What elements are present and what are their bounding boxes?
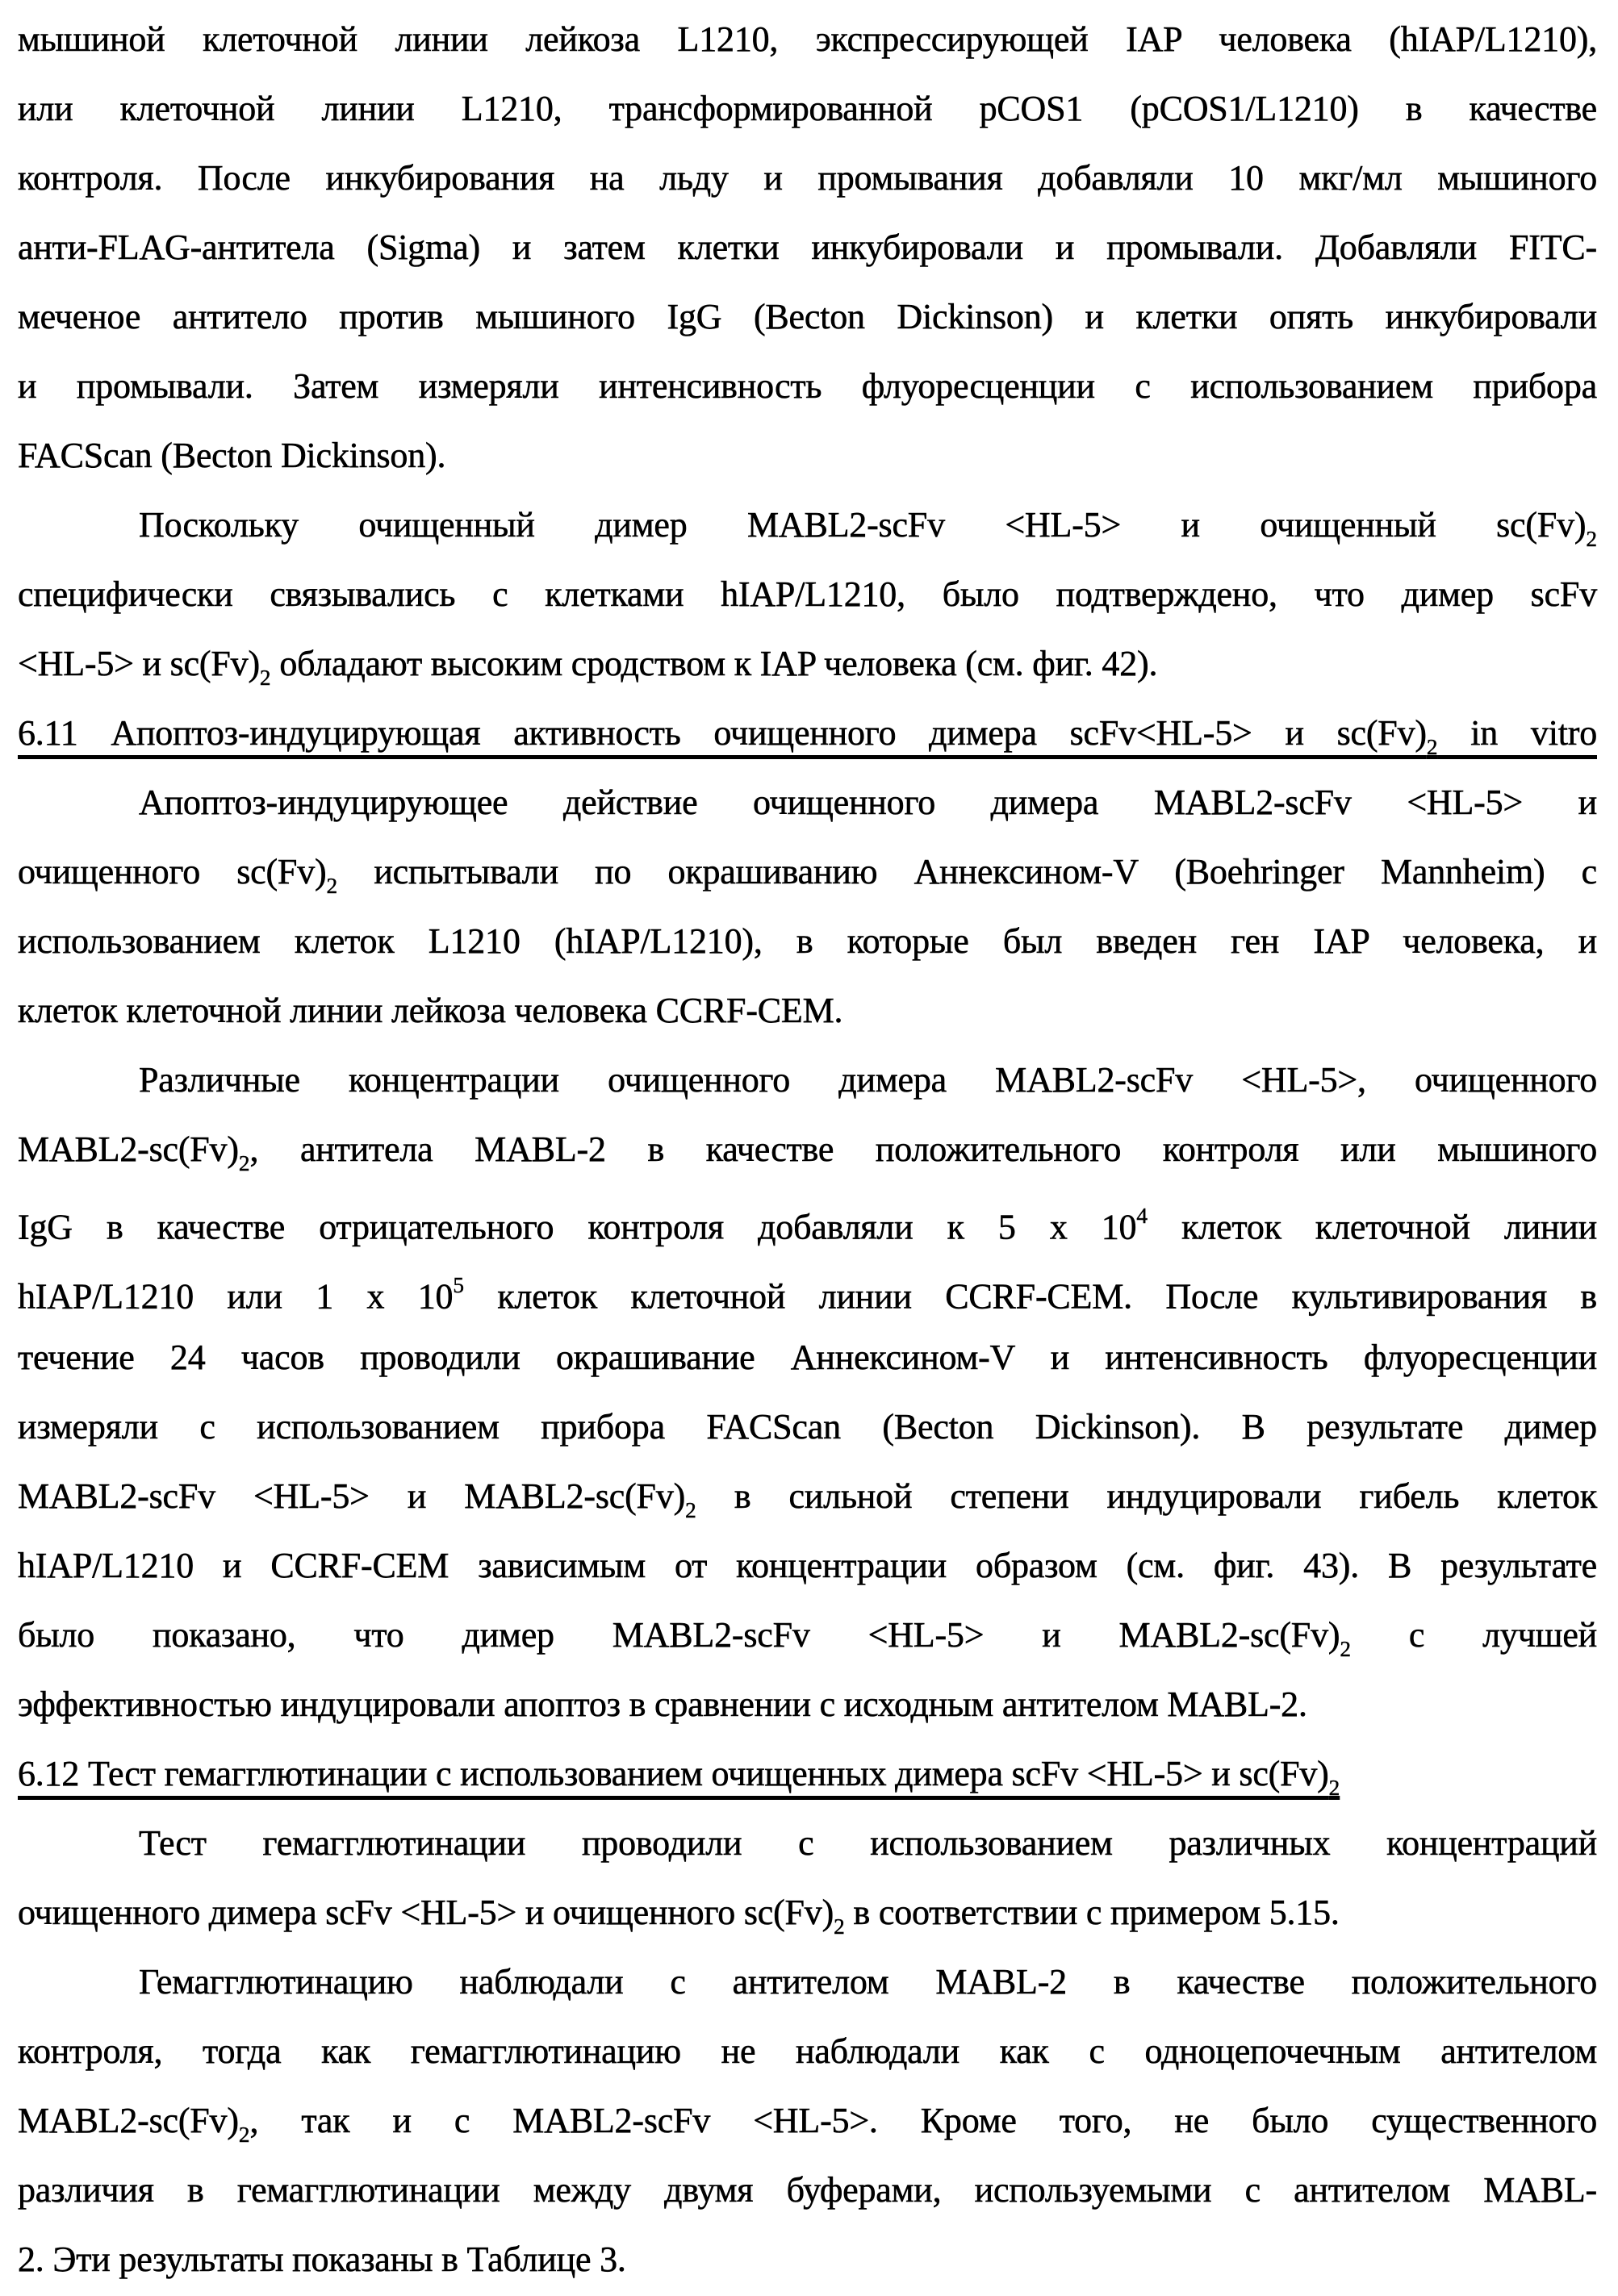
text-line: очищенного димера scFv <HL-5> и очищенного $sc(Fv)_2$ в соответствии с примером 5.15. <box>18 1893 1340 1939</box>
text-line: $MABL2-sc(Fv)_2$, так и с MABL2-scFv <HL-5>. Кроме того, не было существенного <box>18 2101 1597 2147</box>
section-heading: 6.12 Тест гемагглютинации с использованием очищенных димера scFv <HL-5> и $sc(Fv)_2$ <box>18 1754 1340 1800</box>
text-line: клеток клеточной линии лейкоза человека CCRF-CEM. <box>18 991 843 1030</box>
text-line: мышиной клеточной линии лейкоза L1210, экспрессирующей IAP человека (hIAP/L1210), <box>18 19 1597 59</box>
text-line: или клеточной линии L1210, трансформированной pCOS1 (pCOS1/L1210) в качестве <box>18 89 1597 128</box>
text-line: специфически связывались с клетками hIAP/L1210, было подтверждено, что димер scFv <box>18 574 1597 614</box>
text-line: измеряли с использованием прибора FACScan (Becton Dickinson). В результате димер <box>18 1407 1597 1446</box>
text-line: hIAP/L1210 или 1 x $10^5$ клеток клеточной линии CCRF-CEM. После культивирования в <box>18 1273 1597 1317</box>
text-line: IgG в качестве отрицательного контроля добавляли к 5 x $10^4$ клеток клеточной линии <box>18 1204 1598 1247</box>
text-line: Различные концентрации очищенного димера MABL2-scFv <HL-5>, очищенного <box>139 1060 1597 1100</box>
text-line: и промывали. Затем измеряли интенсивность флуоресценции с использованием прибора <box>18 366 1597 406</box>
text-line: эффективностью индуцировали апоптоз в сравнении с исходным антителом MABL-2. <box>18 1684 1307 1724</box>
text-line: меченое антитело против мышиного IgG (Becton Dickinson) и клетки опять инкубировали <box>18 297 1597 336</box>
text-line: очищенного $sc(Fv)_2$ испытывали по окрашиванию Аннексином-V (Boehringer Mannheim) с <box>18 852 1597 898</box>
text-line: контроля, тогда как гемагглютинацию не наблюдали как с одноцепочечным антителом <box>18 2031 1597 2071</box>
text-line: течение 24 часов проводили окрашивание Аннексином-V и интенсивность флуоресценции <box>18 1338 1597 1377</box>
text-line: FACScan (Becton Dickinson). <box>18 436 446 475</box>
text-line: анти-FLAG-антитела (Sigma) и затем клетки инкубировали и промывали. Добавляли FITC- <box>18 228 1597 267</box>
document-text-block <box>18 5 1597 2294</box>
text-line: MABL2-scFv <HL-5> и $MABL2-sc(Fv)_2$ в сильной степени индуцировали гибель клеток <box>18 1476 1597 1522</box>
section-heading: 6.11 Апоптоз-индуцирующая активность очищенного димера scFv<HL-5> и $sc(Fv)_2$ in vitro <box>18 713 1597 759</box>
text-line: Поскольку очищенный димер MABL2-scFv <HL-5> и очищенный $sc(Fv)_2$ <box>139 505 1597 551</box>
text-line: различия в гемагглютинации между двумя буферами, используемыми с антителом MABL- <box>18 2170 1597 2210</box>
text-line: $MABL2-sc(Fv)_2$, антитела MABL-2 в качестве положительного контроля или мышиного <box>18 1129 1597 1175</box>
text-line: 2. Эти результаты показаны в Таблице 3. <box>18 2240 626 2279</box>
text-line: Апоптоз-индуцирующее действие очищенного димера MABL2-scFv <HL-5> и <box>139 783 1597 822</box>
text-line: было показано, что димер MABL2-scFv <HL-5> и $MABL2-sc(Fv)_2$ с лучшей <box>18 1615 1597 1661</box>
text-line: Гемагглютинацию наблюдали с антителом MABL-2 в качестве положительного <box>139 1962 1597 2002</box>
text-line: <HL-5> и $sc(Fv)_2$ обладают высоким сродством к IAP человека (см. фиг. 42). <box>18 644 1158 690</box>
text-line: Тест гемагглютинации проводили с использованием различных концентраций <box>139 1823 1597 1863</box>
text-line: hIAP/L1210 и CCRF-CEM зависимым от концентрации образом (см. фиг. 43). В результате <box>18 1546 1597 1585</box>
text-line: контроля. После инкубирования на льду и промывания добавляли 10 мкг/мл мышиного <box>18 158 1597 198</box>
text-line: использованием клеток L1210 (hIAP/L1210), в которые был введен ген IAP человека, и <box>18 921 1597 961</box>
